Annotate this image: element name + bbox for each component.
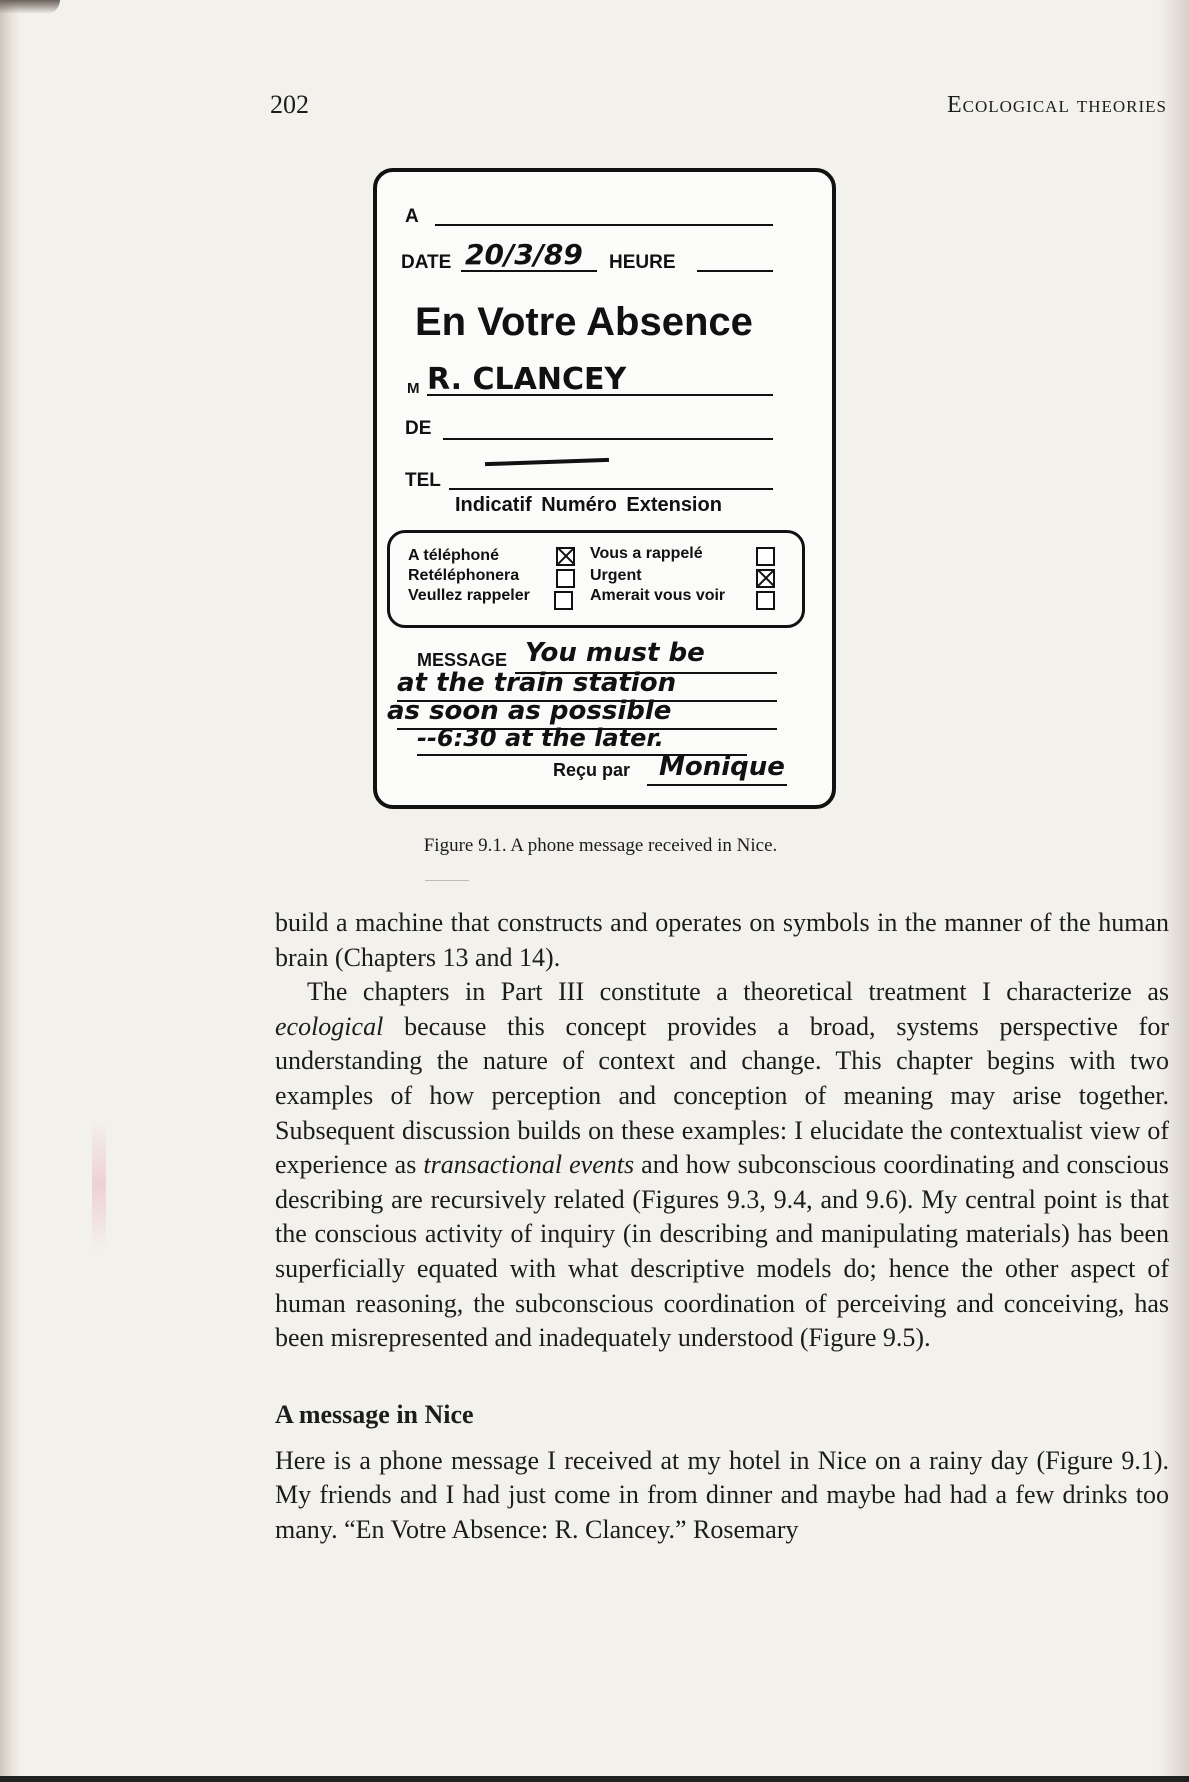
section-heading: A message in Nice: [275, 1399, 474, 1429]
emphasis-transactional-events: transactional events: [423, 1150, 635, 1180]
form-tel-headings: Indicatif Numéro Extension: [455, 494, 722, 516]
page-edge-left: [0, 0, 20, 1782]
form-heure-label: HEURE: [609, 252, 676, 273]
checkbox-amerait: [756, 591, 775, 610]
emphasis-ecological: ecological: [275, 1011, 384, 1041]
tel-handwritten-dash: [485, 458, 609, 466]
checkbox-urgent-checked: [756, 569, 775, 588]
form-heure-line: [697, 270, 773, 272]
form-a-line: [435, 224, 773, 226]
checkbox-rappeler: [554, 591, 573, 610]
scan-bottom-edge: [0, 1776, 1189, 1782]
paragraph-2-part-a: The chapters in Part III constitute a theoretical treatment I characterize as: [307, 977, 1169, 1007]
message-line-1: You must be: [525, 638, 705, 668]
checkbox-telephone-checked: [556, 547, 575, 566]
check-label-retelephonera: Retéléphonera: [408, 567, 520, 584]
form-checkbox-panel: [387, 530, 805, 628]
form-tel-line: [449, 488, 773, 490]
paragraph-2: [275, 975, 1169, 1356]
form-m-label: M: [407, 380, 420, 397]
bleed-through-mark: [92, 1120, 106, 1250]
check-label-rappeler: Veullez rappeler: [408, 587, 530, 604]
form-recu-value: Monique: [659, 752, 785, 782]
check-label-telephone: A téléphoné: [408, 547, 499, 564]
paragraph-2-part-b: because this concept provides a broad, systems perspective for understanding the nature of context and change. This chapter begins with two examples of how perception and conception of meaning may arise together. Subsequent discussion builds on these examples: I elucidate the contextualist view of experience as: [275, 1011, 1169, 1180]
form-a-label: A: [405, 206, 419, 227]
paragraph-3: Here is a phone message I received at my hotel in Nice on a rainy day (Figure 9.1). My friends and I had just come in from dinner and maybe had had a few drinks too many. “En Votre Absence: R. Clancey.” Rosemary: [275, 1445, 1169, 1544]
form-de-label: DE: [405, 418, 432, 439]
page-number: 202: [270, 90, 309, 119]
form-recu-line: [647, 784, 787, 786]
form-title: En Votre Absence: [415, 300, 753, 344]
message-line-2: at the train station: [397, 668, 677, 698]
checkbox-retelephonera: [556, 569, 575, 588]
message-line-3: as soon as possible: [387, 696, 672, 726]
phone-message-form: [373, 168, 836, 809]
check-label-urgent: Urgent: [590, 567, 642, 584]
check-label-vous-a-rappele: Vous a rappelé: [590, 545, 703, 562]
form-recu-label: Reçu par: [553, 760, 631, 780]
form-message-label: MESSAGE: [417, 650, 508, 670]
form-date-label: DATE: [401, 252, 452, 273]
message-line-4: --6:30 at the later.: [417, 724, 664, 752]
figure-caption: Figure 9.1. A phone message received in Nice.: [423, 835, 778, 856]
body-text: [275, 906, 1169, 1548]
paragraph-2-part-c: and how subconscious coordinating and conscious describing are recursively related (Figures 9.3, 9.4, and 9.6). My central point is that the conscious activity of inquiry (in describing and manipulating materials) has been superficially equated with what descriptive models do; hence the other aspect of human reasoning, the subconscious coordination of perceiving and conceiving, has been misrepresented and inadequately understood (Figure 9.5).: [275, 1150, 1170, 1353]
running-head: Ecological theories: [946, 92, 1167, 118]
check-label-amerait: Amerait vous voir: [590, 587, 726, 604]
form-date-value: 20/3/89: [465, 238, 583, 271]
form-de-line: [443, 438, 773, 440]
caption-rule: [425, 880, 469, 881]
corner-shadow: [0, 0, 60, 14]
checkbox-vous-a-rappele: [756, 547, 775, 566]
paragraph-1: build a machine that constructs and operates on symbols in the manner of the human brain (Chapters 13 and 14).: [275, 908, 1169, 972]
form-tel-label: TEL: [405, 470, 441, 491]
form-m-value: R. CLANCEY: [427, 362, 627, 397]
